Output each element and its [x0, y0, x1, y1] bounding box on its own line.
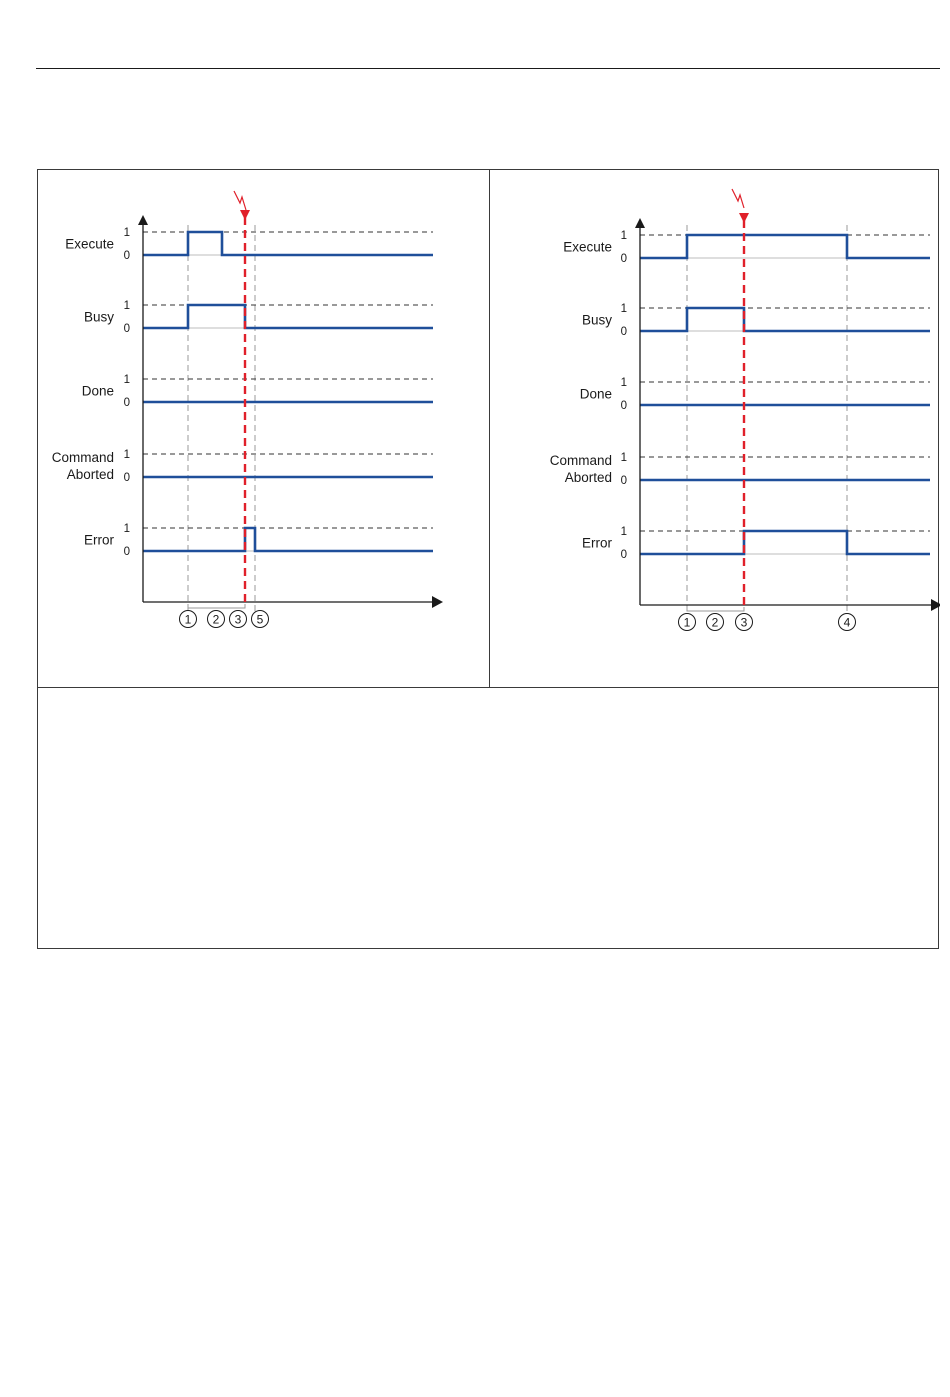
- signal-name-label: Error: [84, 532, 114, 548]
- signal-waveform: [143, 232, 433, 255]
- level-high-label: 1: [620, 452, 627, 464]
- timing-diagram-left-canvas: [38, 170, 488, 687]
- timing-diagram-right: [490, 170, 940, 687]
- signal-name-label: Command: [51, 450, 114, 465]
- level-low-label: 0: [123, 472, 130, 484]
- y-axis-arrowhead: [138, 215, 148, 225]
- signal-name-label: Aborted: [66, 467, 114, 482]
- time-marker-number: 1: [683, 615, 691, 630]
- signal-waveform: [640, 531, 930, 554]
- error-event-arrowhead: [739, 213, 749, 223]
- time-axis-arrowhead: [931, 599, 940, 611]
- time-axis-arrowhead: [432, 596, 443, 608]
- signal-name-label: Busy: [581, 312, 612, 328]
- lightning-icon: [732, 189, 744, 208]
- time-marker-number: 2: [212, 612, 220, 627]
- level-low-label: 0: [123, 546, 130, 558]
- level-high-label: 1: [123, 449, 130, 461]
- level-high-label: 1: [123, 374, 130, 386]
- caption-area: [38, 688, 938, 948]
- error-event-arrowhead: [240, 210, 250, 220]
- timing-diagram-right-canvas: [490, 170, 940, 687]
- level-high-label: 1: [620, 230, 627, 242]
- level-high-label: 1: [123, 300, 130, 312]
- signal-waveform: [143, 528, 433, 551]
- signal-waveform: [640, 308, 930, 331]
- signal-name-label: Aborted: [564, 470, 612, 485]
- signal-name-label: Done: [81, 383, 114, 399]
- level-low-label: 0: [123, 397, 130, 409]
- interval-bracket: [188, 604, 245, 608]
- time-marker-number: 3: [234, 612, 242, 627]
- lightning-icon: [234, 191, 246, 210]
- signal-name-label: Command: [549, 453, 612, 468]
- level-low-label: 0: [123, 250, 130, 262]
- signal-waveform: [143, 305, 433, 328]
- level-high-label: 1: [123, 523, 130, 535]
- level-low-label: 0: [620, 475, 627, 487]
- time-marker-number: 4: [843, 615, 851, 630]
- figure-frame: [37, 169, 939, 949]
- timing-diagram-left: [38, 170, 488, 687]
- time-marker-number: 1: [184, 612, 192, 627]
- level-low-label: 0: [620, 549, 627, 561]
- level-low-label: 0: [123, 323, 130, 335]
- signal-name-label: Execute: [563, 239, 612, 255]
- level-high-label: 1: [620, 526, 627, 538]
- signal-name-label: Done: [579, 386, 612, 402]
- level-high-label: 1: [620, 377, 627, 389]
- time-marker-number: 3: [740, 615, 748, 630]
- signal-name-label: Error: [582, 535, 612, 551]
- level-low-label: 0: [620, 326, 627, 338]
- level-high-label: 1: [123, 227, 130, 239]
- header-rule: [36, 68, 940, 69]
- signal-waveform: [640, 235, 930, 258]
- level-low-label: 0: [620, 400, 627, 412]
- y-axis-arrowhead: [635, 218, 645, 228]
- time-marker-number: 2: [711, 615, 719, 630]
- time-marker-number: 5: [256, 612, 264, 627]
- signal-name-label: Execute: [65, 236, 114, 252]
- level-high-label: 1: [620, 303, 627, 315]
- level-low-label: 0: [620, 253, 627, 265]
- signal-name-label: Busy: [83, 309, 114, 325]
- interval-bracket: [687, 607, 744, 611]
